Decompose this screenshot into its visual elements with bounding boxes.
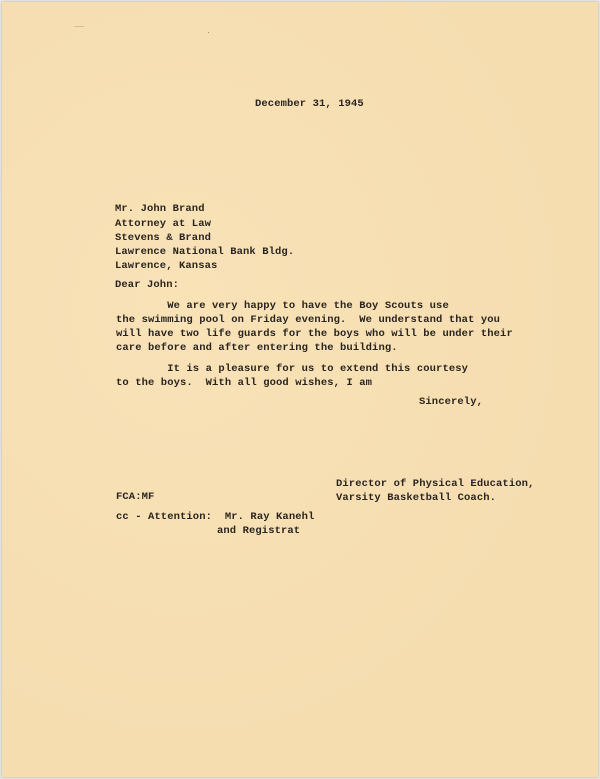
body-line: to the boys. With all good wishes, I am [116,377,373,389]
body-line: the swimming pool on Friday evening. We understand that you [116,314,501,326]
recipient-firm: Stevens & Brand [115,232,212,244]
recipient-title: Attorney at Law [115,218,212,230]
letter-page [2,2,598,777]
signature-title: Director of Physical Education, [336,478,535,490]
letter-date: December 31, 1945 [255,98,364,110]
paper-mark [74,26,84,27]
signature-title: Varsity Basketball Coach. [336,492,497,504]
recipient-city: Lawrence, Kansas [115,260,218,272]
recipient-name: Mr. John Brand [115,203,205,215]
body-line: It is a pleasure for us to extend this courtesy [116,363,469,375]
paper-speck [208,32,209,33]
salutation: Dear John: [115,279,180,291]
body-line: will have two life guards for the boys who will be under their [116,328,513,340]
recipient-building: Lawrence National Bank Bldg. [115,246,295,258]
body-line: care before and after entering the building. [116,342,398,354]
cc-attention-continued: and Registrat [217,525,301,537]
cc-attention: cc - Attention: Mr. Ray Kanehl [116,511,315,523]
reference-initials: FCA:MF [116,491,155,503]
closing: Sincerely, [419,396,484,408]
body-line: We are very happy to have the Boy Scouts use [116,300,449,312]
